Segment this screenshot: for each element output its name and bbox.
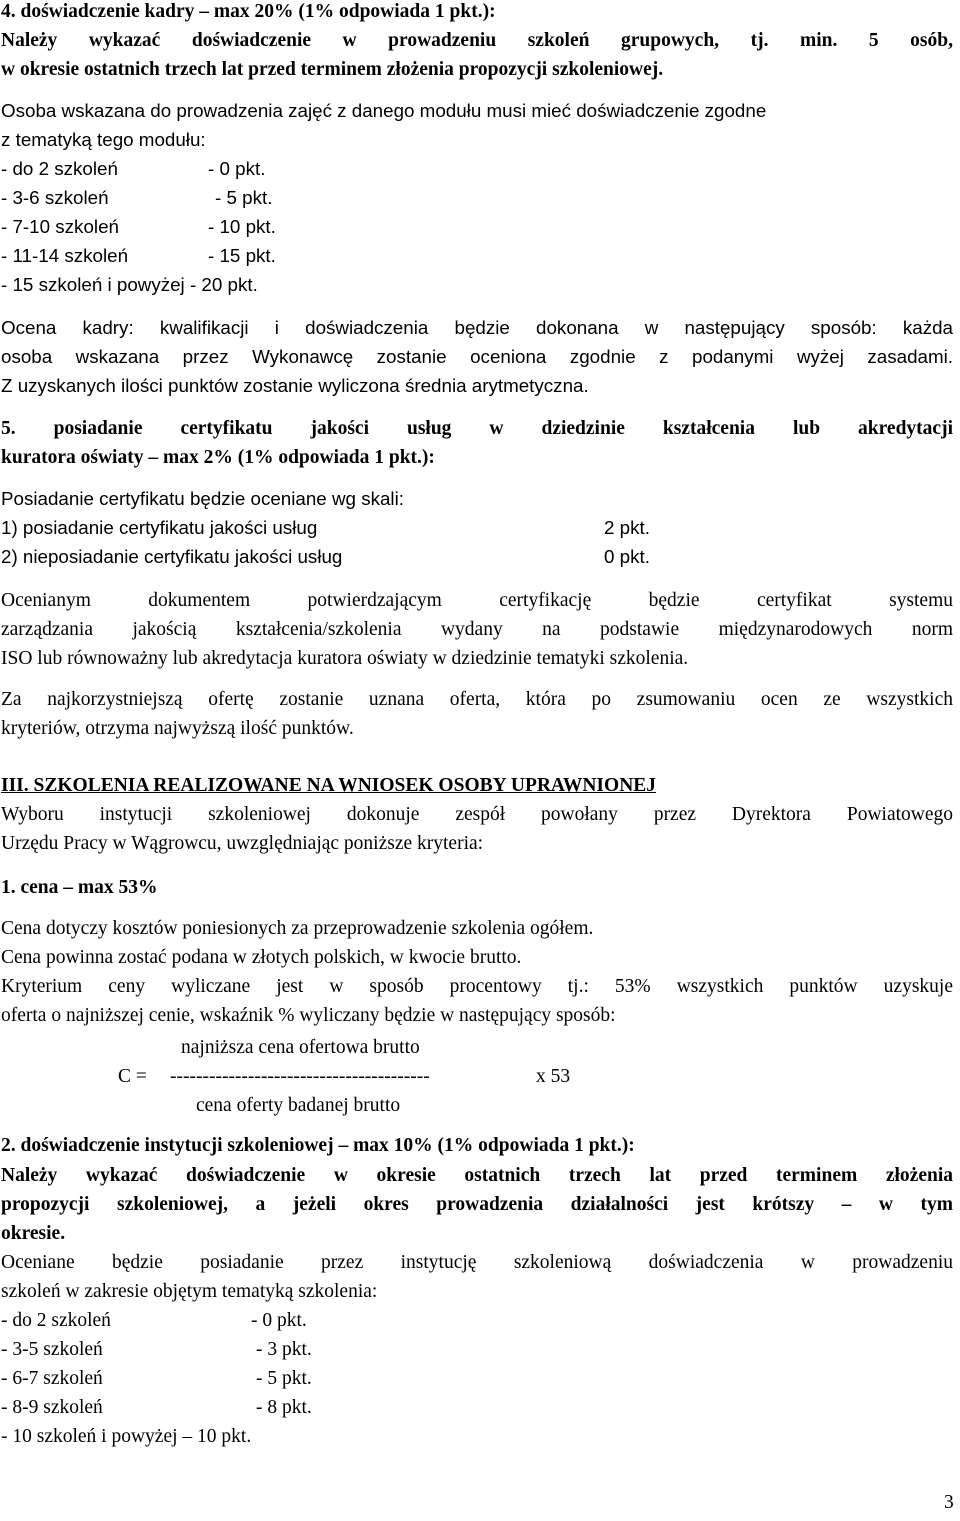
formula-fraction-bar: ----------------------------------------	[170, 1066, 430, 1087]
formula-numerator: najniższa cena ofertowa brutto	[181, 1037, 420, 1058]
criterion1-line2: Cena powinna zostać podana w złotych polskich, w kwocie brutto.	[1, 947, 522, 968]
best-offer-line2: kryteriów, otrzyma najwyższą ilość punktów.	[1, 718, 354, 739]
sec4-row-range: - do 2 szkoleń	[1, 158, 118, 179]
sec5-document-line2: zarządzania jakością kształcenia/szkolenia wydany na podstawie międzynarodowych norm	[1, 619, 953, 640]
criterion2-row-points: - 3 pkt.	[256, 1339, 312, 1360]
criterion2-heading: 2. doświadczenie instytucji szkoleniowej – max 10% (1% odpowiada 1 pkt.):	[1, 1135, 635, 1156]
section-iii-title	[1, 774, 656, 798]
criterion2-bold-line3: okresie.	[1, 1223, 66, 1244]
sec4-requirement-line1: Należy wykazać doświadczenie w prowadzeniu szkoleń grupowych, tj. min. 5 osób,	[1, 30, 953, 51]
formula-denominator: cena oferty badanej brutto	[196, 1095, 401, 1116]
criterion2-row-points: - 8 pkt.	[256, 1397, 312, 1418]
criterion2-row-range: - do 2 szkoleń	[1, 1310, 111, 1331]
sec4-rating-line1: Ocena kadry: kwalifikacji i doświadczenia będzie dokonana w następujący sposób: każda	[1, 317, 953, 338]
criterion1-line3: Kryterium ceny wyliczane jest w sposób procentowy tj.: 53% wszystkich punktów uzyskuje	[1, 976, 953, 997]
section-iii-intro-line1: Wyboru instytucji szkoleniowej dokonuje zespół powołany przez Dyrektora Powiatowego	[1, 804, 953, 825]
sec4-rating-line2: osoba wskazana przez Wykonawcę zostanie oceniona zgodnie z podanymi wyżej zasadami.	[1, 346, 953, 367]
sec4-row-points: - 0 pkt.	[208, 158, 266, 179]
formula-lhs: C =	[118, 1066, 147, 1087]
page-number: 3	[944, 1492, 954, 1513]
section-iii-intro-line2: Urzędu Pracy w Wągrowcu, uwzględniając poniższe kryteria:	[1, 833, 484, 854]
sec4-row-points: - 5 pkt.	[215, 187, 273, 208]
sec5-option1-points: 2 pkt.	[604, 517, 650, 538]
sec5-heading-line1: 5. posiadanie certyfikatu jakości usług w dziedzinie kształcenia lub akredytacji	[1, 418, 953, 439]
criterion2-para-line1: Oceniane będzie posiadanie przez instytucję szkoleniową doświadczenia w prowadzeniu	[1, 1252, 953, 1273]
sec4-heading: 4. doświadczenie kadry – max 20% (1% odpowiada 1 pkt.):	[1, 1, 496, 22]
sec5-document-line3: ISO lub równoważny lub akredytacja kuratora oświaty w dziedzinie tematyki szkolenia.	[1, 648, 689, 669]
sec4-row-last: - 15 szkoleń i powyżej - 20 pkt.	[1, 274, 258, 295]
sec5-heading-line2: kuratora oświaty – max 2% (1% odpowiada 1 pkt.):	[1, 447, 435, 468]
sec4-rating-line3: Z uzyskanych ilości punktów zostanie wyliczona średnia arytmetyczna.	[1, 375, 589, 396]
criterion1-line1: Cena dotyczy kosztów poniesionych za przeprowadzenie szkolenia ogółem.	[1, 918, 594, 939]
criterion2-row-range: - 3-5 szkoleń	[1, 1339, 103, 1360]
sec5-option1: 1) posiadanie certyfikatu jakości usług	[1, 517, 318, 538]
sec4-row-range: - 7-10 szkoleń	[1, 216, 119, 237]
sec5-option2-points: 0 pkt.	[604, 546, 650, 567]
criterion2-bold-line2: propozycji szkoleniowej, a jeżeli okres prowadzenia działalności jest krótszy – w tym	[1, 1194, 953, 1215]
criterion2-bold-line1: Należy wykazać doświadczenie w okresie ostatnich trzech lat przed terminem złożenia	[1, 1165, 953, 1186]
sec4-row-range: - 3-6 szkoleń	[1, 187, 109, 208]
criterion2-row-points: - 5 pkt.	[256, 1368, 312, 1389]
formula-multiplier: x 53	[536, 1066, 571, 1087]
sec4-row-points: - 15 pkt.	[208, 245, 276, 266]
sec4-requirement-line2: w okresie ostatnich trzech lat przed terminem złożenia propozycji szkoleniowej.	[1, 59, 664, 80]
sec5-option2: 2) nieposiadanie certyfikatu jakości usług	[1, 546, 343, 567]
criterion2-row-points: - 0 pkt.	[251, 1310, 307, 1331]
sec4-row-points: - 10 pkt.	[208, 216, 276, 237]
best-offer-line1: Za najkorzystniejszą ofertę zostanie uznana oferta, która po zsumowaniu ocen ze wszystkich	[1, 689, 953, 710]
sec5-document-line1: Ocenianym dokumentem potwierdzającym certyfikację będzie certyfikat systemu	[1, 590, 953, 611]
criterion1-heading: 1. cena – max 53%	[1, 877, 158, 898]
sec5-scale-intro: Posiadanie certyfikatu będzie oceniane wg skali:	[1, 488, 404, 509]
sec4-para-line2: z tematyką tego modułu:	[1, 129, 206, 150]
section-iii-title-text: III. SZKOLENIA REALIZOWANE NA WNIOSEK OSOBY UPRAWNIONEJ	[1, 775, 657, 796]
criterion2-row-last: - 10 szkoleń i powyżej – 10 pkt.	[1, 1426, 252, 1447]
criterion2-row-range: - 6-7 szkoleń	[1, 1368, 103, 1389]
criterion2-row-range: - 8-9 szkoleń	[1, 1397, 103, 1418]
sec4-row-range: - 11-14 szkoleń	[1, 245, 129, 266]
criterion2-para-line2: szkoleń w zakresie objętym tematyką szkolenia:	[1, 1281, 378, 1302]
sec4-para-line1: Osoba wskazana do prowadzenia zajęć z danego modułu musi mieć doświadczenie zgodne	[1, 100, 767, 121]
criterion1-line4: oferta o najniższej cenie, wskaźnik % wyliczany będzie w następujący sposób:	[1, 1005, 616, 1026]
